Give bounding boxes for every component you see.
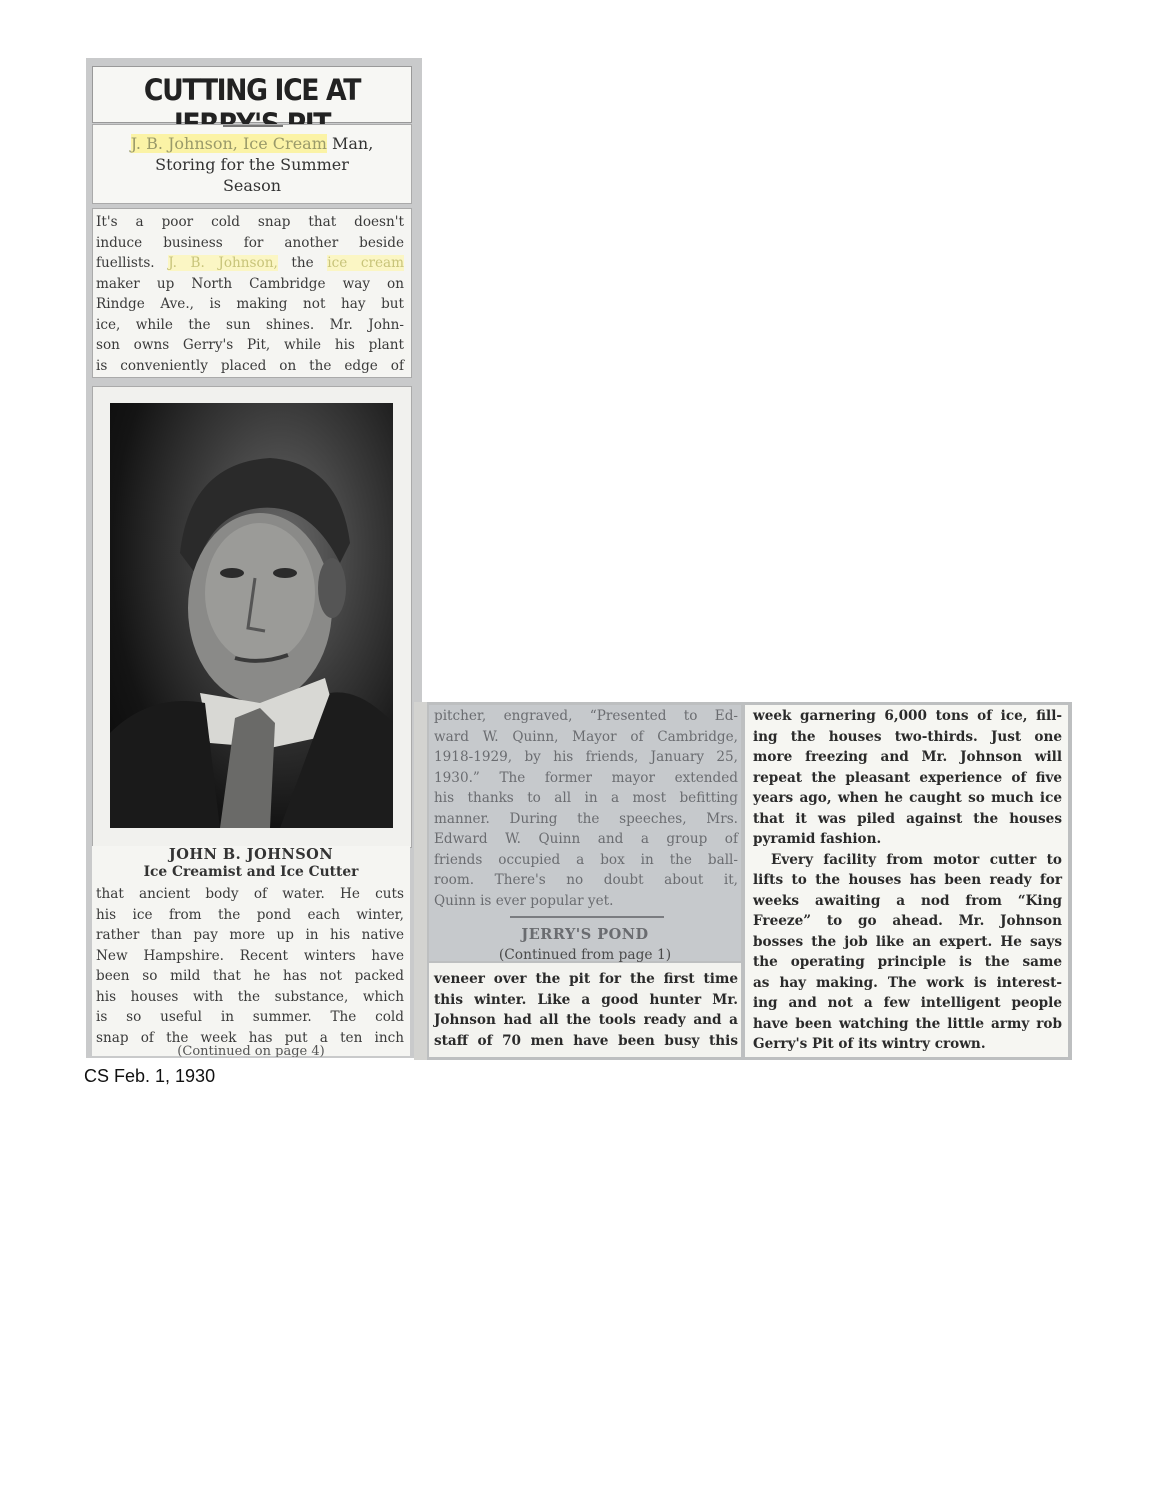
subhead-rest: Man, <box>326 134 374 153</box>
text-line: years ago, when he caught so much ice <box>753 790 1062 806</box>
portrait-photo <box>110 403 393 828</box>
text-line: pyramid fashion. <box>753 831 882 847</box>
text-line: this winter. Like a good hunter Mr. <box>434 991 738 1008</box>
text-line: his ice from the pond each winter, <box>96 906 404 923</box>
text-line: Quinn is ever popular yet. <box>434 892 614 909</box>
text-line: manner. During the speeches, Mrs. <box>434 810 738 827</box>
text-line: 1930.” The former mayor extended <box>434 769 738 786</box>
text-line: as hay making. The work is interest- <box>753 974 1062 991</box>
text-line: room. There's no doubt about it, <box>434 872 738 888</box>
text-line: his thanks to all in a most befitting <box>434 790 738 806</box>
text-line: son owns Gerry's Pit, while his plant <box>96 337 404 353</box>
text-line: that it was piled against the houses <box>753 810 1062 827</box>
text-line: the operating principle is the same <box>753 954 1062 970</box>
text-line: 1918-1929, by his friends, January 25, <box>434 749 738 765</box>
text-line: staff of 70 men have been busy this <box>434 1032 738 1049</box>
text-line: friends occupied a box in the ball- <box>434 851 738 868</box>
text-line: pitcher, engraved, “Presented to Ed- <box>434 708 738 724</box>
text-line: been so mild that he has not packed <box>96 968 404 984</box>
intro-line-mid: the <box>277 255 328 271</box>
subhead <box>99 133 405 196</box>
text-line: Gerry's Pit of its wintry crown. <box>753 1036 986 1052</box>
text-line: week garnering 6,000 tons of ice, fill- <box>753 708 1062 724</box>
text-line: ward W. Quinn, Mayor of Cambridge, <box>434 728 738 745</box>
intro-highlight-product: ice cream <box>327 255 404 271</box>
quinn-text <box>434 706 738 911</box>
text-line: his houses with the substance, which <box>96 988 404 1005</box>
section-rule <box>510 916 664 918</box>
text-line: is conveniently placed on the edge of <box>96 357 404 374</box>
headline: CUTTING ICE AT <box>143 73 361 107</box>
text-line: lifts to the houses has been ready for <box>753 872 1062 888</box>
subhead-line-3: Season <box>222 176 282 195</box>
text-line: It's a poor cold snap that doesn't <box>96 214 404 230</box>
right-column-text <box>753 706 1062 1055</box>
text-line: is so useful in summer. The cold <box>96 1009 404 1025</box>
photo-caption-name: JOHN B. JOHNSON <box>168 846 334 863</box>
text-line: more freezing and Mr. Johnson will <box>753 749 1062 765</box>
headline-box <box>92 66 412 123</box>
left-body-text <box>96 884 404 1048</box>
text-line: veneer over the pit for the first time <box>434 971 738 987</box>
text-line: weeks awaiting a nod from “King <box>753 892 1062 909</box>
text-line: induce business for another beside <box>96 234 404 251</box>
text-line: Freeze” to go ahead. Mr. Johnson <box>753 913 1062 929</box>
source-caption: CS Feb. 1, 1930 <box>84 1066 216 1086</box>
text-line: New Hampshire. Recent winters have <box>96 947 404 964</box>
text-line: rather than pay more up in his native <box>96 927 404 943</box>
text-line: ice, while the sun shines. Mr. John- <box>96 316 404 333</box>
text-line: Rindge Ave., is making not hay but <box>96 296 404 312</box>
text-line: have been watching the little army rob <box>753 1015 1062 1032</box>
text-line: ing the houses two-thirds. Just one <box>753 728 1062 745</box>
text-line: Edward W. Quinn and a group of <box>434 831 738 847</box>
edge-strip <box>414 702 427 1060</box>
subhead-highlight: J. B. Johnson, Ice Cream <box>130 134 327 153</box>
text-line: snap of the week has put a ten inch <box>96 1029 404 1046</box>
text-line: Every facility from motor cutter to <box>771 851 1062 868</box>
text-line: that ancient body of water. He cuts <box>96 886 404 902</box>
portrait-figure <box>110 403 393 828</box>
text-line: ing and not a few intelligent people <box>753 995 1062 1011</box>
intro-line-start: fuellists. <box>96 255 169 271</box>
subhead-box <box>92 124 412 204</box>
intro-highlight-name: J. B. Johnson, <box>168 255 278 271</box>
continued-from-note: (Continued from page 1) <box>498 947 672 963</box>
text-line: repeat the pleasant experience of five <box>753 769 1062 786</box>
text-line-highlighted <box>96 253 404 274</box>
jerrys-pond-title: JERRY'S POND <box>521 926 649 943</box>
text-line: maker up North Cambridge way on <box>96 275 404 292</box>
subhead-line-2: Storing for the Summer <box>155 155 349 174</box>
continued-on-note: (Continued on page 4) <box>177 1044 325 1057</box>
text-line: bosses the job like an expert. He says <box>753 933 1062 950</box>
intro-text <box>96 212 404 376</box>
continued-text <box>434 969 738 1051</box>
photo-caption-role: Ice Creamist and Ice Cutter <box>143 864 359 880</box>
subhead-rule <box>223 125 283 127</box>
text-line: Johnson had all the tools ready and a <box>434 1012 738 1028</box>
